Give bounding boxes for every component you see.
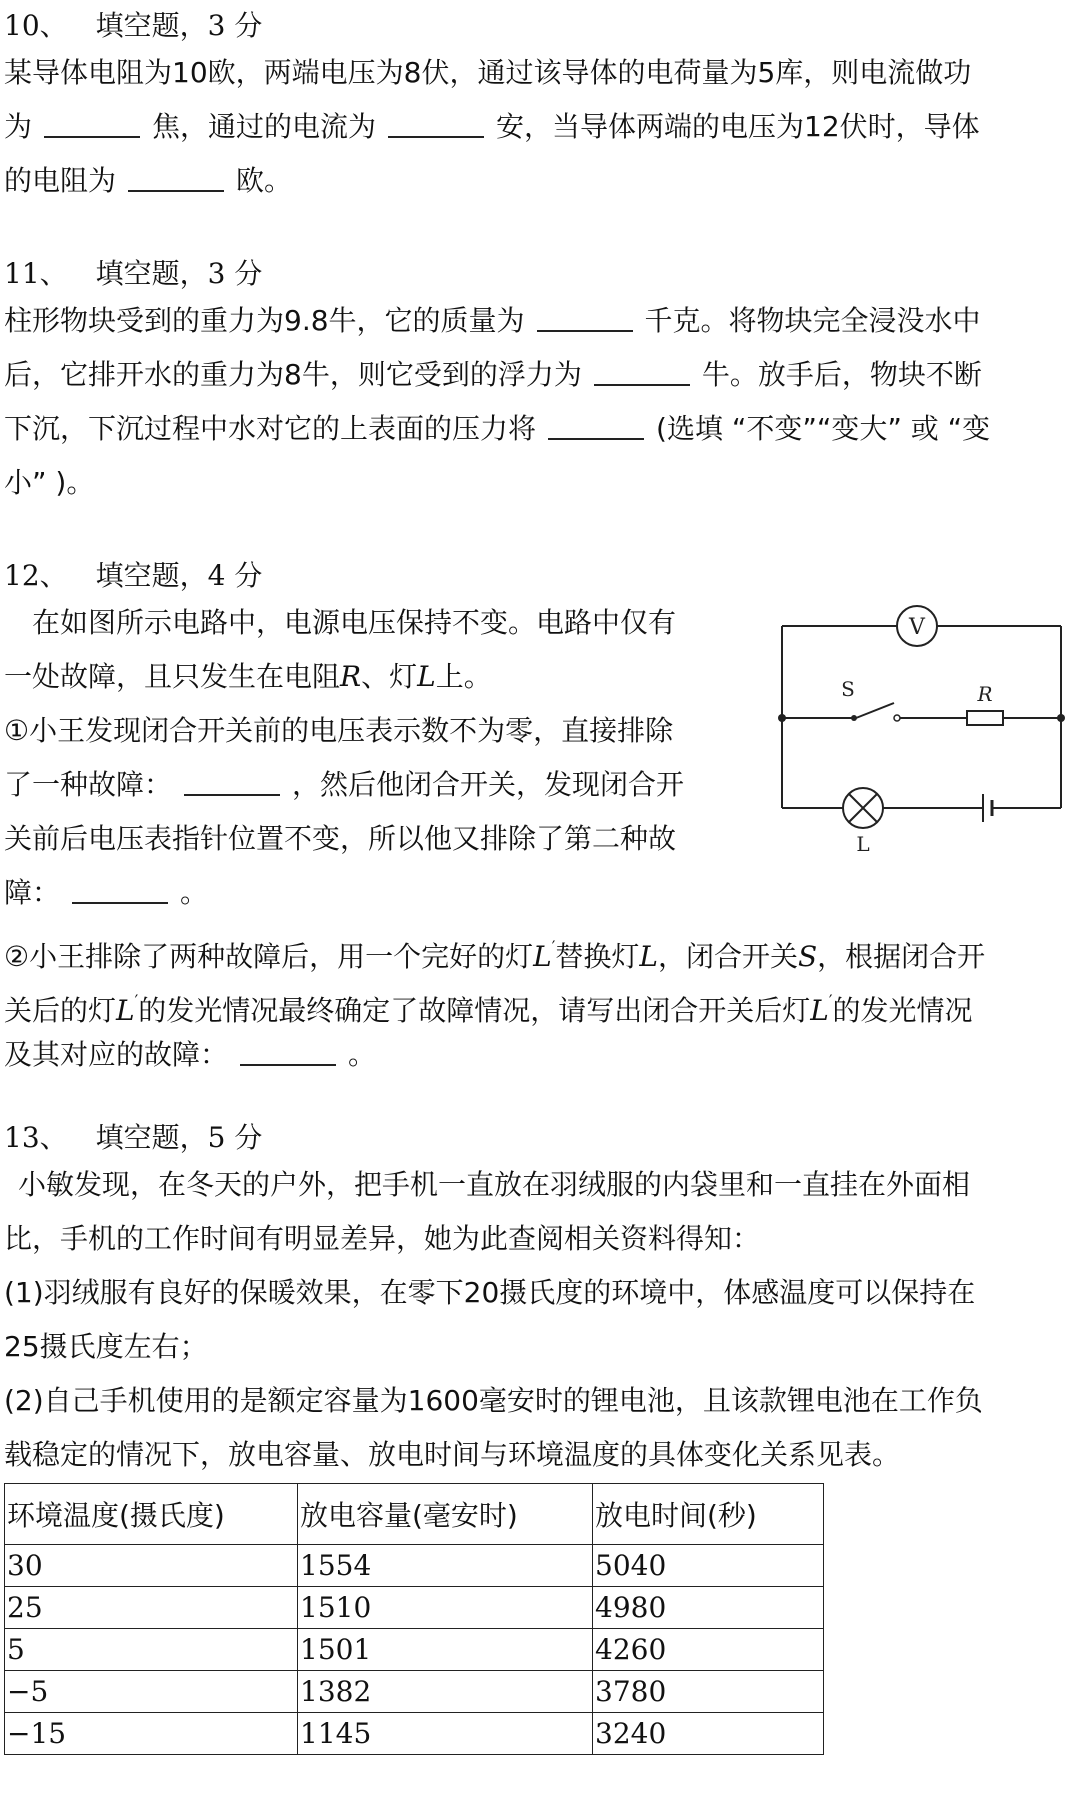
text-run: 的发光情况最终确定了故障情况，请写出闭合开关后灯 bbox=[138, 994, 811, 1027]
variable-l: L bbox=[639, 940, 658, 973]
text-run: 。 bbox=[180, 876, 209, 909]
question-line: 小” )。 bbox=[4, 466, 95, 499]
variable-r: R bbox=[340, 660, 362, 693]
question-line bbox=[4, 402, 1070, 456]
question-score: 5 bbox=[207, 1121, 226, 1154]
text-run: 。 bbox=[348, 1038, 377, 1071]
text-run: 下沉，下沉过程中水对它的上表面的压力将 bbox=[4, 412, 537, 445]
table-cell: 3240 bbox=[593, 1713, 824, 1755]
question-line: 25摄氏度左右； bbox=[4, 1330, 208, 1363]
table-cell: 1145 bbox=[298, 1713, 593, 1755]
question-number: 12、 bbox=[4, 559, 68, 592]
answer-blank[interactable] bbox=[548, 408, 644, 440]
question-line: 关前后电压表指针位置不变，所以他又排除了第二种故 bbox=[4, 822, 677, 855]
question-12-body bbox=[4, 596, 744, 920]
table-cell: −5 bbox=[5, 1671, 298, 1713]
text-run: (选填 “不变”“变大” 或 “变 bbox=[656, 412, 991, 445]
answer-blank[interactable] bbox=[44, 106, 140, 138]
resistor-icon bbox=[967, 711, 1003, 725]
text-run: 焦，通过的电流为 bbox=[152, 110, 377, 143]
table-cell: 3780 bbox=[593, 1671, 824, 1713]
question-line bbox=[4, 920, 1070, 974]
text-run: 安，当导体两端的电压为12伏时，导体 bbox=[496, 110, 980, 143]
table-cell: 4980 bbox=[593, 1587, 824, 1629]
question-number: 11、 bbox=[4, 257, 68, 290]
question-score: 3 bbox=[207, 257, 226, 290]
question-line: 小敏发现，在冬天的户外，把手机一直放在羽绒服的内袋里和一直挂在外面相 bbox=[18, 1168, 971, 1201]
question-line bbox=[4, 100, 1070, 154]
question-type: 填空题， bbox=[95, 9, 208, 42]
question-header bbox=[4, 6, 1070, 46]
answer-blank[interactable] bbox=[128, 160, 224, 192]
text-run: 、灯 bbox=[361, 660, 418, 693]
table-cell: 1382 bbox=[298, 1671, 593, 1713]
question-line: 比，手机的工作时间有明显差异，她为此查阅相关资料得知： bbox=[4, 1222, 761, 1255]
table-cell: 1501 bbox=[298, 1629, 593, 1671]
answer-blank[interactable] bbox=[72, 872, 168, 904]
table-cell: 5 bbox=[5, 1629, 298, 1671]
question-header bbox=[4, 556, 1070, 596]
text-run: 及其对应的故障： bbox=[4, 1038, 229, 1071]
question-header bbox=[4, 1118, 1070, 1158]
question-header bbox=[4, 254, 1070, 294]
answer-blank[interactable] bbox=[240, 1034, 336, 1066]
question-line bbox=[4, 650, 744, 704]
table-cell: 5040 bbox=[593, 1545, 824, 1587]
question-13 bbox=[4, 1118, 1070, 1482]
question-number: 13、 bbox=[4, 1121, 68, 1154]
answer-blank[interactable] bbox=[184, 764, 280, 796]
text-run: 了一种故障： bbox=[4, 768, 173, 801]
table-row bbox=[5, 1587, 824, 1629]
table-cell: 30 bbox=[5, 1545, 298, 1587]
table-row bbox=[5, 1629, 824, 1671]
answer-blank[interactable] bbox=[537, 300, 633, 332]
question-line bbox=[4, 866, 744, 920]
variable-l: L bbox=[417, 660, 436, 693]
text-run: 柱形物块受到的重力为9.8牛，它的质量为 bbox=[4, 304, 525, 337]
question-line bbox=[4, 758, 744, 812]
question-line bbox=[4, 294, 1070, 348]
question-line: (2)自己手机使用的是额定容量为1600毫安时的锂电池，且该款锂电池在工作负 bbox=[4, 1384, 983, 1417]
text-run: 的发光情况 bbox=[832, 994, 973, 1027]
table-cell: 1510 bbox=[298, 1587, 593, 1629]
text-run: 为 bbox=[4, 110, 33, 143]
circuit-diagram bbox=[777, 598, 1077, 858]
score-unit: 分 bbox=[234, 1121, 263, 1154]
text-run: ，闭合开关 bbox=[657, 940, 798, 973]
question-line bbox=[4, 1028, 1070, 1082]
lamp-label: L bbox=[856, 832, 870, 856]
table-cell: 1554 bbox=[298, 1545, 593, 1587]
text-run: 替换灯 bbox=[555, 940, 640, 973]
question-type: 填空题， bbox=[95, 559, 208, 592]
text-run: 后，它排开水的重力为8牛，则它受到的浮力为 bbox=[4, 358, 582, 391]
switch-label: S bbox=[841, 677, 855, 701]
variable-s: S bbox=[797, 940, 818, 973]
question-line: ①小王发现闭合开关前的电压表示数不为零，直接排除 bbox=[4, 714, 674, 747]
column-header: 放电时间(秒) bbox=[593, 1484, 824, 1545]
answer-blank[interactable] bbox=[594, 354, 690, 386]
text-run: 关后的灯 bbox=[4, 994, 117, 1027]
junction-dot bbox=[778, 714, 786, 722]
question-type: 填空题， bbox=[95, 1121, 208, 1154]
question-line bbox=[4, 974, 1070, 1028]
variable-l: L bbox=[810, 994, 829, 1027]
question-line: (1)羽绒服有良好的保暖效果，在零下20摄氏度的环境中，体感温度可以保持在 bbox=[4, 1276, 976, 1309]
score-unit: 分 bbox=[234, 257, 263, 290]
question-line: 载稳定的情况下，放电容量、放电时间与环境温度的具体变化关系见表。 bbox=[4, 1438, 901, 1471]
text-run: 千克。将物块完全浸没水中 bbox=[644, 304, 981, 337]
junction-dot bbox=[1057, 714, 1065, 722]
switch-contact bbox=[894, 715, 900, 721]
text-run: 牛。放手后，物块不断 bbox=[701, 358, 982, 391]
text-run: 的电阻为 bbox=[4, 164, 117, 197]
text-run: 障： bbox=[4, 876, 61, 909]
variable-l: L bbox=[116, 994, 135, 1027]
text-run: ②小王排除了两种故障后，用一个完好的灯 bbox=[4, 940, 534, 973]
prime-mark: ′ bbox=[828, 991, 833, 1010]
table-cell: −15 bbox=[5, 1713, 298, 1755]
question-score: 3 bbox=[207, 9, 226, 42]
table-row bbox=[5, 1671, 824, 1713]
answer-blank[interactable] bbox=[388, 106, 484, 138]
question-11 bbox=[4, 254, 1070, 510]
text-run: 上。 bbox=[435, 660, 492, 693]
question-10 bbox=[4, 6, 1070, 208]
text-run: 一处故障，且只发生在电阻 bbox=[4, 660, 341, 693]
battery-data-table bbox=[4, 1483, 824, 1755]
question-line bbox=[4, 154, 1070, 208]
switch-contact bbox=[851, 715, 857, 721]
resistor-label: R bbox=[977, 682, 993, 706]
prime-mark: ′ bbox=[551, 937, 556, 956]
text-run: 欧。 bbox=[236, 164, 293, 197]
question-line: 某导体电阻为10欧，两端电压为8伏，通过该导体的电荷量为5库，则电流做功 bbox=[4, 56, 972, 89]
prime-mark: ′ bbox=[134, 991, 139, 1010]
text-run: ，然后他闭合开关，发现闭合开 bbox=[292, 768, 685, 801]
table-header-row bbox=[5, 1484, 824, 1545]
table-row bbox=[5, 1713, 824, 1755]
score-unit: 分 bbox=[234, 9, 263, 42]
question-type: 填空题， bbox=[95, 257, 208, 290]
score-unit: 分 bbox=[234, 559, 263, 592]
variable-l: L bbox=[533, 940, 552, 973]
table-cell: 4260 bbox=[593, 1629, 824, 1671]
switch-blade bbox=[856, 703, 894, 718]
text-run: ，根据闭合开 bbox=[817, 940, 986, 973]
table-cell: 25 bbox=[5, 1587, 298, 1629]
voltmeter-label: V bbox=[909, 615, 925, 640]
question-line: 在如图所示电路中，电源电压保持不变。电路中仅有 bbox=[32, 606, 677, 639]
table-row bbox=[5, 1545, 824, 1587]
question-number: 10、 bbox=[4, 9, 68, 42]
question-score: 4 bbox=[207, 559, 226, 592]
column-header: 放电容量(毫安时) bbox=[298, 1484, 593, 1545]
column-header: 环境温度(摄氏度) bbox=[5, 1484, 298, 1545]
question-line bbox=[4, 348, 1070, 402]
